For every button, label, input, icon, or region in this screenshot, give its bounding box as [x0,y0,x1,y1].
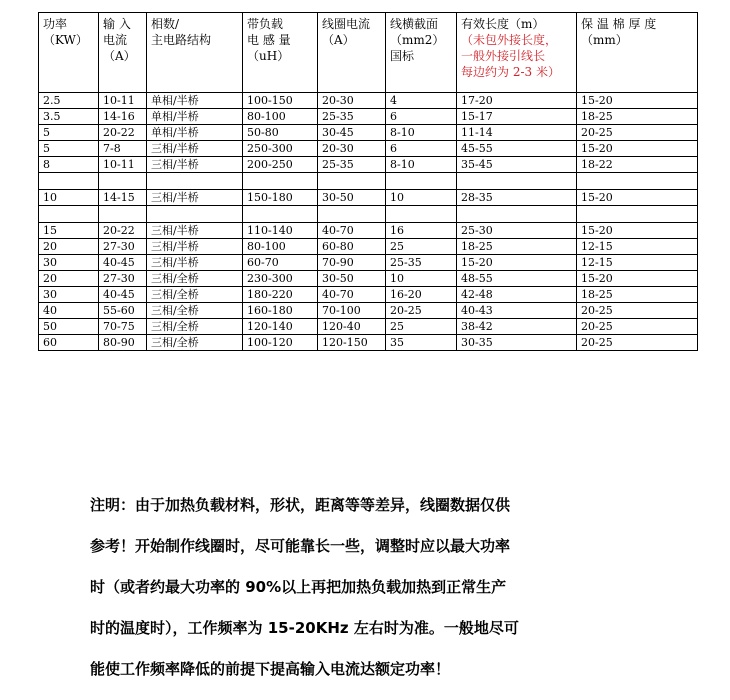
table-cell: 40-70 [318,223,386,239]
table-row [39,223,698,239]
table-cell: 7-8 [99,141,147,157]
table-cell: 50 [39,319,99,335]
table-cell: 三相/半桥 [147,239,243,255]
table-cell: 30-45 [318,125,386,141]
table-cell: 100-150 [243,93,318,109]
note-line: 参考！开始制作线圈时，尽可能靠长一些，调整时应以最大功率 [90,537,511,555]
table-cell: 60 [39,335,99,351]
table-row [39,93,698,109]
table-cell: 30-50 [318,271,386,287]
table-cell: 80-100 [243,239,318,255]
table-cell: 三相/全桥 [147,271,243,287]
table-cell: 120-150 [318,335,386,351]
table-row [39,335,698,351]
table-cell: 180-220 [243,287,318,303]
table-cell: 120-140 [243,319,318,335]
table-cell: 55-60 [99,303,147,319]
note-line: 注明：由于加热负载材料，形状，距离等等差异，线圈数据仅供 [90,496,511,514]
table-cell: 15-20 [577,190,698,206]
table-cell: 单相/半桥 [147,109,243,125]
table-cell: 三相/全桥 [147,287,243,303]
table-cell: 14-16 [99,109,147,125]
table-cell: 6 [386,141,457,157]
table-cell: 16 [386,223,457,239]
table-row [39,239,698,255]
table-cell: 2.5 [39,93,99,109]
table-cell: 12-15 [577,255,698,271]
table-cell: 30-50 [318,190,386,206]
table-row [39,287,698,303]
table-cell: 150-180 [243,190,318,206]
note-line: 能使工作频率降低的前提下提高输入电流达额定功率！ [90,660,451,678]
table-cell: 100-120 [243,335,318,351]
table-cell: 15-20 [577,141,698,157]
table-cell: 40-70 [318,287,386,303]
table-cell: 三相/全桥 [147,303,243,319]
table-cell [243,206,318,223]
table-cell: 230-300 [243,271,318,287]
table-cell: 20 [39,271,99,287]
table-cell: 28-35 [457,190,577,206]
table-row [39,109,698,125]
table-cell: 15-20 [577,271,698,287]
table-cell [99,173,147,190]
table-cell: 25 [386,239,457,255]
table-cell [99,206,147,223]
table-cell: 25 [386,319,457,335]
table-cell: 35 [386,335,457,351]
table-cell: 50-80 [243,125,318,141]
table-cell: 单相/半桥 [147,93,243,109]
table-cell [39,173,99,190]
table-cell [457,173,577,190]
table-row [39,141,698,157]
table-cell [577,173,698,190]
table-cell: 70-75 [99,319,147,335]
table-cell: 42-48 [457,287,577,303]
table-cell: 14-15 [99,190,147,206]
table-cell: 8 [39,157,99,173]
table-cell: 40-45 [99,255,147,271]
note-line: 时的温度时），工作频率为 15-20KHz 左右时为准。一般地尽可 [90,619,519,637]
table-row [39,319,698,335]
header-insulation-thickness: 保 温 棉 厚 度 （mm） [577,13,698,93]
table-cell [577,206,698,223]
table-cell: 5 [39,125,99,141]
table-cell: 38-42 [457,319,577,335]
table-cell: 110-140 [243,223,318,239]
table-cell [318,173,386,190]
table-cell: 16-20 [386,287,457,303]
table-cell: 20 [39,239,99,255]
table-cell: 10-11 [99,157,147,173]
table-cell: 10-11 [99,93,147,109]
table-cell [39,206,99,223]
table-cell [243,173,318,190]
table-cell: 12-15 [577,239,698,255]
table-cell: 三相/半桥 [147,190,243,206]
table-cell: 15-20 [457,255,577,271]
header-power: 功率 （KW） [39,13,99,93]
table-cell: 15 [39,223,99,239]
header-load-inductance: 带负载 电 感 量 （uH） [243,13,318,93]
table-cell: 40-43 [457,303,577,319]
table-cell [386,173,457,190]
table-cell: 10 [386,190,457,206]
table-row [39,255,698,271]
header-row [39,13,698,93]
table-row-blank [39,173,698,190]
note-line: 时（或者约最大功率的 90%以上再把加热负载加热到正常生产 [90,578,507,596]
table-cell: 20-30 [318,93,386,109]
table-row [39,190,698,206]
table-cell: 三相/全桥 [147,335,243,351]
header-input-current: 输 入 电流 （A） [99,13,147,93]
table-cell: 18-25 [577,109,698,125]
table-cell: 30 [39,287,99,303]
table-cell: 120-40 [318,319,386,335]
table-cell: 40 [39,303,99,319]
table-cell: 20-22 [99,125,147,141]
table-cell: 20-30 [318,141,386,157]
table-cell: 25-35 [318,157,386,173]
table-cell: 10 [386,271,457,287]
note-paragraph [90,485,650,690]
table-cell: 60-70 [243,255,318,271]
table-cell [386,206,457,223]
table-cell: 200-250 [243,157,318,173]
table-cell: 18-22 [577,157,698,173]
table-body [39,93,698,351]
spec-table [38,12,698,351]
table-row [39,271,698,287]
header-coil-current: 线圈电流 （A） [318,13,386,93]
table-cell: 3.5 [39,109,99,125]
table-cell: 20-25 [577,335,698,351]
table-cell: 250-300 [243,141,318,157]
table-cell: 30 [39,255,99,271]
table-cell: 5 [39,141,99,157]
table-row [39,303,698,319]
table-cell: 20-25 [577,319,698,335]
table-cell: 15-20 [577,223,698,239]
table-cell: 三相/全桥 [147,319,243,335]
table-cell: 30-35 [457,335,577,351]
table-cell [147,206,243,223]
table-cell: 6 [386,109,457,125]
table-cell: 40-45 [99,287,147,303]
table-cell: 20-25 [577,125,698,141]
table-cell: 25-35 [386,255,457,271]
table-row-blank [39,206,698,223]
table-cell: 18-25 [457,239,577,255]
header-effective-length: 有效长度（m） （未包外接长度， 一般外接引线长 每边约为 2-3 米） [457,13,577,93]
table-cell: 35-45 [457,157,577,173]
table-cell: 三相/半桥 [147,223,243,239]
table-cell: 25-30 [457,223,577,239]
table-cell: 17-20 [457,93,577,109]
table-cell: 10 [39,190,99,206]
table-cell: 8-10 [386,125,457,141]
table-cell: 45-55 [457,141,577,157]
table-cell: 20-25 [386,303,457,319]
table-cell: 48-55 [457,271,577,287]
table-cell: 27-30 [99,271,147,287]
table-cell: 70-100 [318,303,386,319]
header-phase-structure: 相数/ 主电路结构 [147,13,243,93]
table-row [39,157,698,173]
table-cell: 15-17 [457,109,577,125]
table-cell: 15-20 [577,93,698,109]
table-cell: 20-25 [577,303,698,319]
table-cell: 三相/半桥 [147,255,243,271]
table-cell [457,206,577,223]
table-cell: 18-25 [577,287,698,303]
table-cell: 11-14 [457,125,577,141]
table-cell [318,206,386,223]
header-wire-cross-section: 线横截面 （mm2） 国标 [386,13,457,93]
table-cell: 三相/半桥 [147,141,243,157]
table-row [39,125,698,141]
table-cell: 27-30 [99,239,147,255]
table-cell: 三相/半桥 [147,157,243,173]
table-cell: 20-22 [99,223,147,239]
table-cell: 160-180 [243,303,318,319]
table-cell: 单相/半桥 [147,125,243,141]
table-cell: 70-90 [318,255,386,271]
table-cell: 8-10 [386,157,457,173]
table-cell [147,173,243,190]
table-cell: 25-35 [318,109,386,125]
table-cell: 80-100 [243,109,318,125]
table-cell: 80-90 [99,335,147,351]
table-cell: 60-80 [318,239,386,255]
table-cell: 4 [386,93,457,109]
